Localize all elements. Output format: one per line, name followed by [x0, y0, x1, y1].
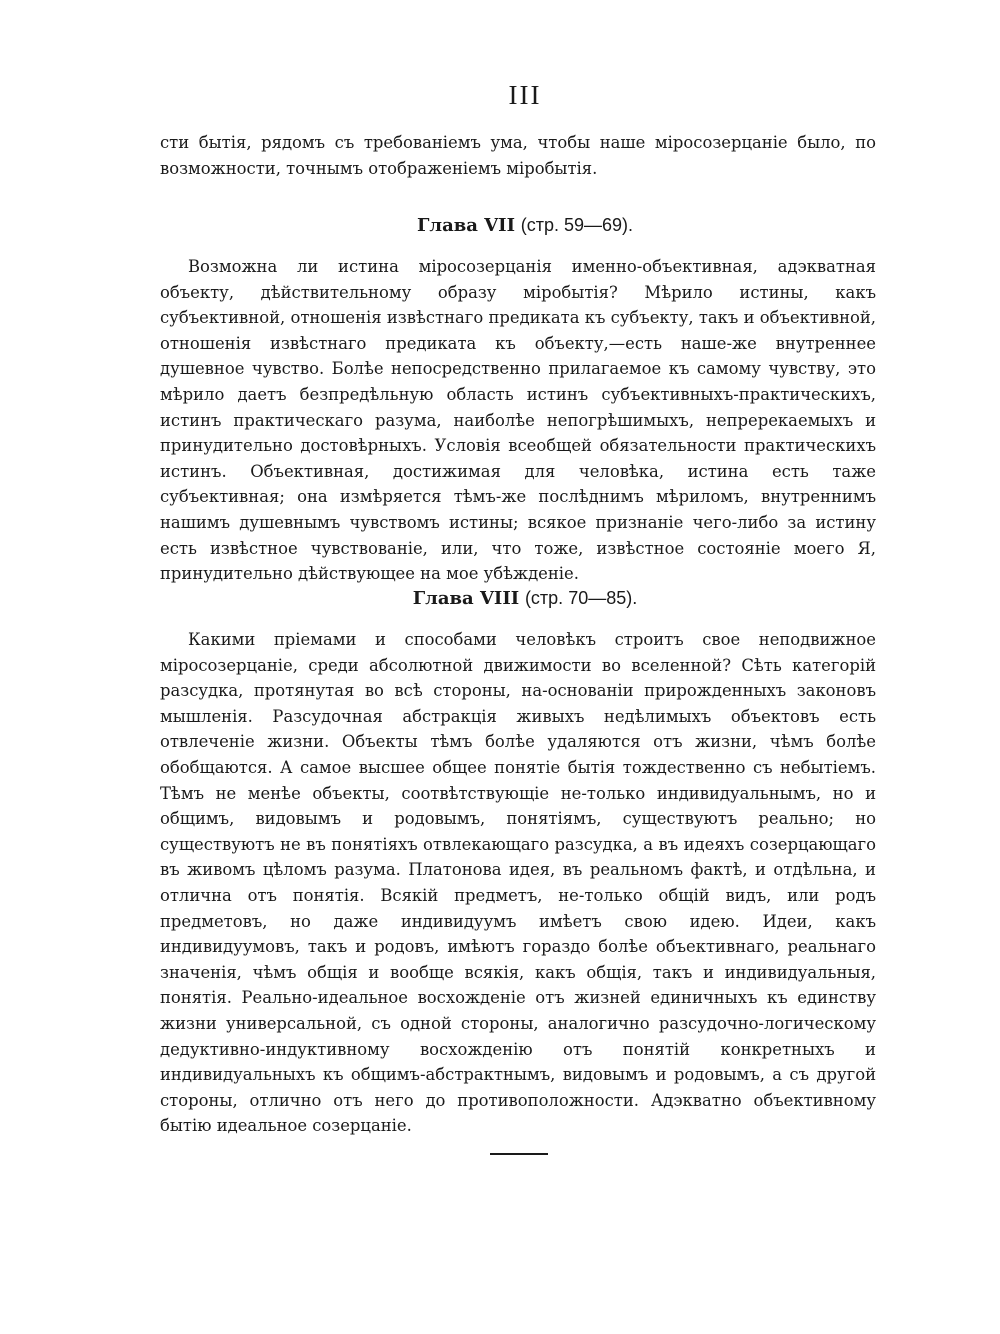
intro-paragraph — [160, 130, 876, 181]
chapter-8-title: Глава VIII — [412, 588, 520, 609]
chapter-8-body — [160, 627, 876, 1139]
closing-rule — [490, 1153, 548, 1155]
intro-text: сти бытія, рядомъ съ требованіемъ ума, чтобы наше міросозерцаніе было, по возможности, точнымъ отображеніемъ міробытія. — [160, 133, 876, 178]
page-number: III — [508, 80, 542, 110]
chapter-8-heading — [0, 588, 1000, 609]
chapter-8-text: Какими пріемами и способами человѣкъ строитъ свое неподвижное міросозерцаніе, среди абсолютной движимости во вселенной? Сѣть категорій разсудка, протянутая во всѣ стороны, на-основаніи прирожденныхъ законовъ мышленія. Разсудочная абстракція живыхъ недѣлимыхъ объектовъ есть отвлеченіе жизни. Объекты тѣмъ болѣе удаляются отъ жизни, чѣмъ болѣе обобщаются. А самое высшее общее понятіе бытія тождественно съ небытіемъ. Тѣмъ не менѣе объекты, соотвѣтствующіе не-только индивидуальнымъ, но и общимъ, видовымъ и родовымъ, понятіямъ, существуютъ реально; но существуютъ не въ понятіяхъ отвлекающаго разсудка, а въ идеяхъ созерцающаго въ живомъ цѣломъ разума. Платонова идея, въ реальномъ фактѣ, и отдѣльна, и отлична отъ понятія. Всякій предметъ, не-только общій видъ, или родъ предметовъ, но даже индивидуумъ имѣетъ свою идею. Идеи, какъ индивидуумовъ, такъ и родовъ, имѣютъ гораздо болѣе объективнаго, реальнаго значенія, чѣмъ общія и вообще всякія, какъ общія, такъ и индивидуальныя, понятія. Реально-идеальное восхожденіе отъ жизней единичныхъ къ единству жизни универсальной, съ одной стороны, аналогично разсудочно-логическому дедуктивно-индуктивному восхожденію отъ понятій конкретныхъ и индивидуальныхъ къ общимъ-абстрактнымъ, видовымъ и родовымъ, а съ другой стороны, отлично отъ него до противоположности. Адэкватно объективному бытію идеальное созерцаніе. — [160, 630, 876, 1136]
chapter-7-title: Глава VII — [416, 215, 515, 236]
chapter-8-pages: (стр. 70—85). — [524, 588, 638, 608]
chapter-7-heading — [0, 215, 1000, 236]
chapter-7-body — [160, 254, 876, 587]
chapter-7-text: Возможна ли истина міросозерцанія именно-объективная, адэкватная объекту, дѣйствительному образу міробытія? Мѣрило истины, какъ субъективной, отношенія извѣстнаго предиката къ субъекту, такъ и объективной, отношенія извѣстнаго предиката къ объекту,—есть наше-же внутреннее душевное чувство. Болѣе непосредственно прилагаемое къ самому чувству, это мѣрило даетъ безпредѣльную область истинъ субъективныхъ-практическихъ, истинъ практическаго разума, наиболѣе непогрѣшимыхъ, непререкаемыхъ и принудительно достовѣрныхъ. Условія всеобщей обязательности практическихъ истинъ. Объективная, достижимая для человѣка, истина есть таже субъективная; она измѣряется тѣмъ-же послѣднимъ мѣриломъ, внутреннимъ нашимъ душевнымъ чувствомъ истины; всякое признаніе чего-либо за истину есть извѣстное чувствованіе, или, что тоже, извѣстное состояніе моего Я, принудительно дѣйствующее на мое убѣжденіе. — [160, 257, 876, 584]
chapter-7-pages: (стр. 59—69). — [520, 215, 634, 235]
